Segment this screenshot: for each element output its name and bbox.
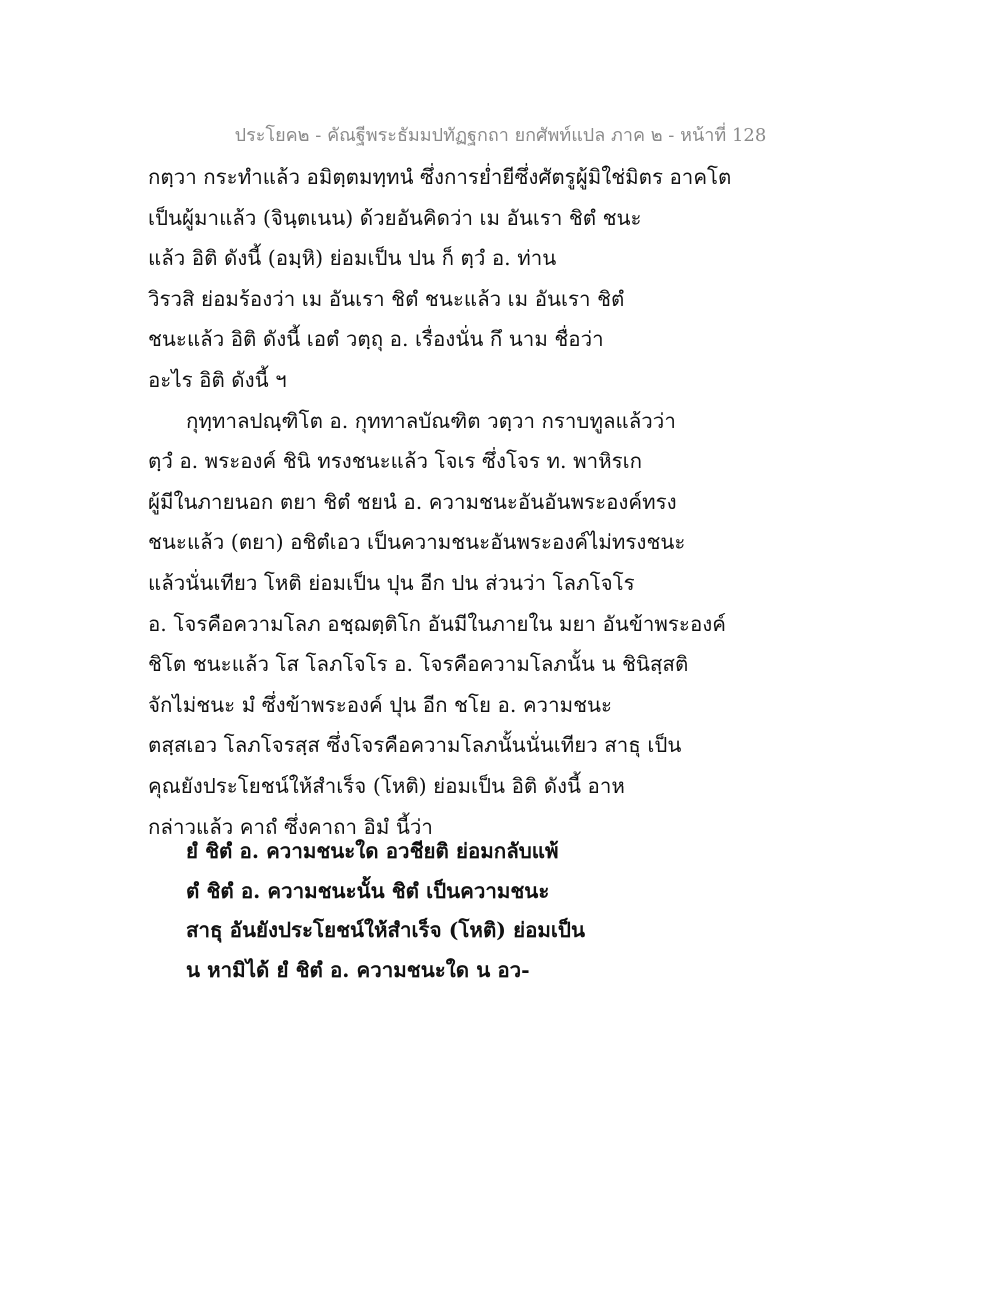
- body-line: วิรวสิ ย่อมร้องว่า เม อันเรา ชิตํ ชนะแล้ว เม อันเรา ชิตํ: [148, 286, 625, 311]
- body-line: ชนะแล้ว อิติ ดังนี้ เอตํ วตฺถุ อ. เรื่องนั่น กึ นาม ชื่อว่า: [148, 327, 604, 352]
- body-line: กล่าวแล้ว คาถํ ซึ่งคาถา อิมํ นี้ว่า: [148, 814, 433, 839]
- body-text: [148, 157, 732, 847]
- body-line: ชนะแล้ว (ตยา) อชิตํเอว เป็นความชนะอันพระองค์ไม่ทรงชนะ: [148, 530, 686, 555]
- body-line: กตฺวา กระทำแล้ว อมิตฺตมทฺทนํ ซึ่งการย่ำยีซึ่งศัตรูผู้มิใช่มิตร อาคโต: [148, 165, 732, 189]
- verse-line: น หามิได้ ยํ ชิตํ อ. ความชนะใด น อว-: [186, 957, 530, 982]
- verse-line: สาธุ อันยังประโยชน์ให้สำเร็จ (โหติ) ย่อมเป็น: [186, 918, 585, 942]
- body-line: อ. โจรคือความโลภ อชฺฌตฺติโก อันมีในภายใน มยา อันข้าพระองค์: [148, 611, 726, 636]
- body-line: ชิโต ชนะแล้ว โส โลภโจโร อ. โจรคือความโลภนั้น น ชินิสฺสติ: [148, 652, 689, 677]
- verse-line: ยํ ชิตํ อ. ความชนะใด อวชียติ ย่อมกลับแพ้: [186, 839, 559, 863]
- body-line: ตฺวํ อ. พระองค์ ชินิ ทรงชนะแล้ว โจเร ซึ่งโจร ท. พาหิรเก: [148, 449, 643, 474]
- body-line: แล้วนั่นเทียว โหติ ย่อมเป็น ปุน อีก ปน ส่วนว่า โลภโจโร: [148, 570, 635, 595]
- paragraph-start-line: กุทฺทาลปณฺฑิโต อ. กุททาลบัณฑิต วตฺวา กราบทูลแล้วว่า: [186, 408, 676, 433]
- body-line: แล้ว อิติ ดังนี้ (อมฺหิ) ย่อมเป็น ปน ก็ ตฺวํ อ. ท่าน: [148, 246, 557, 271]
- verse-line: ตํ ชิตํ อ. ความชนะนั้น ชิตํ เป็นความชนะ: [186, 878, 550, 903]
- page-header-text: ประโยค๒ - คัณฐีพระธัมมปทัฏฐกถา ยกศัพท์แปล ภาค ๒ - หน้าที่ 128: [234, 125, 767, 146]
- body-line: อะไร อิติ ดังนี้ ฯ: [148, 367, 287, 392]
- body-line: ตสฺสเอว โลภโจรสฺส ซึ่งโจรคือความโลภนั้นนั่นเทียว สาธุ เป็น: [148, 733, 682, 758]
- body-line: คุณยังประโยชน์ให้สำเร็จ (โหติ) ย่อมเป็น อิติ ดังนี้ อาห: [148, 773, 625, 798]
- verse-block: [186, 832, 706, 990]
- body-line: เป็นผู้มาแล้ว (จินฺตเนน) ด้วยอันคิดว่า เม อันเรา ชิตํ ชนะ: [148, 205, 642, 230]
- body-line: จักไม่ชนะ มํ ซึ่งข้าพระองค์ ปุน อีก ชโย อ. ความชนะ: [148, 692, 613, 717]
- page-header: [0, 120, 1000, 149]
- body-line: ผู้มีในภายนอก ตยา ชิตํ ชยนํ อ. ความชนะอันอันพระองค์ทรง: [148, 489, 677, 514]
